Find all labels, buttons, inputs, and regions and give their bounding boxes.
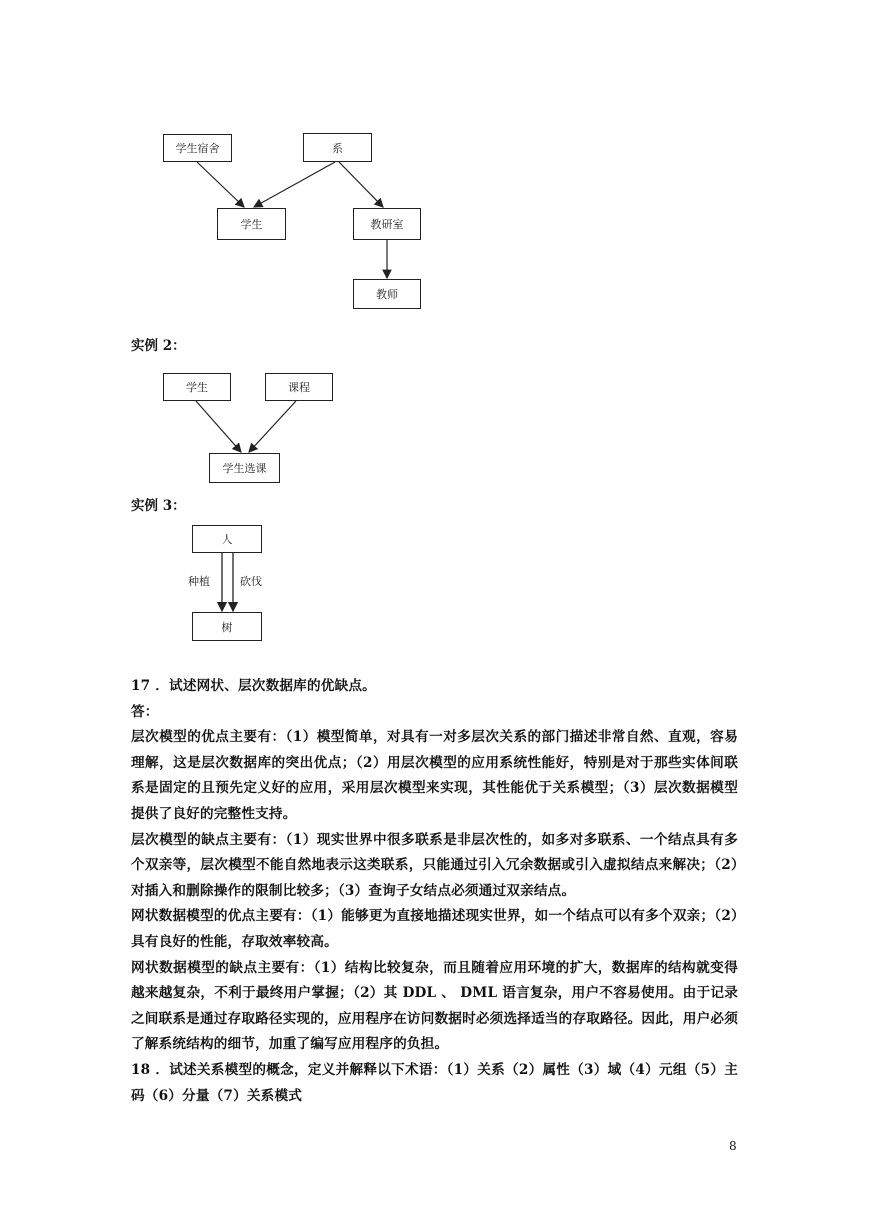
box-tree: 树 bbox=[192, 612, 262, 641]
box-selection: 学生选课 bbox=[209, 453, 280, 483]
box-dorm: 学生宿舍 bbox=[163, 134, 232, 162]
box-student-2: 学生 bbox=[163, 373, 231, 401]
box-person: 人 bbox=[192, 525, 262, 553]
box-office: 教研室 bbox=[353, 208, 421, 240]
edge-label-plant: 种植 bbox=[188, 575, 210, 588]
q17-paragraph-3: 网状数据模型的优点主要有：（1）能够更为直接地描述现实世界，如一个结点可以有多个双亲；（2）具有良好的性能，存取效率较高。 bbox=[131, 908, 738, 950]
example3-caption: 实例 3： bbox=[131, 498, 186, 514]
edge-label-cut: 砍伐 bbox=[240, 575, 262, 588]
q17-paragraph-1: 层次模型的优点主要有：（1）模型简单，对具有一对多层次关系的部门描述非常自然、直观，容易理解，这是层次数据库的突出优点；（2）用层次模型的应用系统性能好，特别是对于那些实体间联系是固定的且预先定义好的应用，采用层次模型来实现，其性能优于关系模型；（3）层次数据模型提供了良好的完整性支持。 bbox=[131, 729, 738, 822]
box-dept: 系 bbox=[303, 133, 372, 162]
q17-answer-label: 答： bbox=[131, 703, 159, 720]
box-student: 学生 bbox=[217, 208, 286, 240]
page-number: 8 bbox=[729, 1139, 737, 1153]
box-course: 课程 bbox=[265, 373, 333, 401]
q17-paragraph-2: 层次模型的缺点主要有：（1）现实世界中很多联系是非层次性的，如多对多联系、一个结点具有多个双亲等，层次模型不能自然地表示这类联系，只能通过引入冗余数据或引入虚拟结点来解决；（2）对插入和删除操作的限制比较多；（3）查询子女结点必须通过双亲结点。 bbox=[131, 831, 738, 899]
q17-paragraph-4: 网状数据模型的缺点主要有：（1）结构比较复杂，而且随着应用环境的扩大，数据库的结构就变得越来越复杂，不利于最终用户掌握；（2）其 DDL 、 DML 语言复杂，用户不容易使用。由于记录之间联系是通过存取路径实现的，应用程序在访问数据时必须选择适当的存取路径。因此，用户必须了解系统结构的细节，加重了编写应用程序的负担。 bbox=[131, 959, 738, 1053]
q17-title: 17 ．试述网状、层次数据库的优缺点。 bbox=[131, 678, 376, 694]
box-teacher: 教师 bbox=[353, 279, 421, 309]
q18-section bbox=[131, 1058, 738, 1109]
example2-caption: 实例 2： bbox=[131, 338, 186, 354]
q17-section bbox=[131, 674, 738, 1058]
q18-title: 18 ．试述关系模型的概念，定义并解释以下术语：（1）关系（2）属性（3）域（4）元组（5）主码（6）分量（7）关系模式 bbox=[131, 1062, 738, 1104]
